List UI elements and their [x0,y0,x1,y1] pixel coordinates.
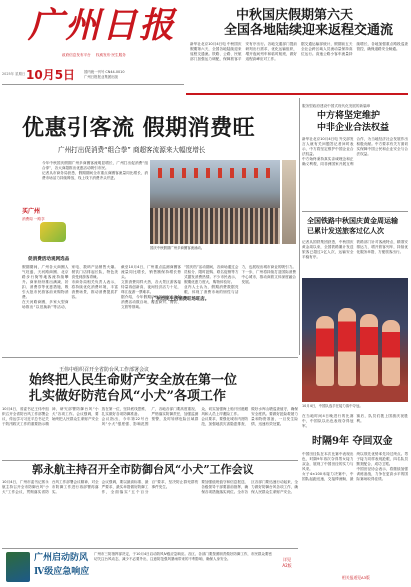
athlete-3 [360,314,378,386]
photo-crowd [150,208,280,244]
lead-body-3: 截至10月4日，广州重点监测商圈客流量同比增长，销售额保持增长势头。 文旅消费同样火热，各大景区游客接待量再创新高，夜间经济活力十足，珠江夜游一票难求。 据介绍，今年假期广州共组织各类促消费活动数百场，覆盖商贸、餐饮、文旅等领域。 [121,265,181,309]
right-story-body: 新华社北京10月4日电 外交部发言人就有关问题答记者问时表示，中方将坚定维护中国企业合法权益。 中方始终秉持真实亲诚理念和正确义利观，同非洲国家开展互利合作，为当地经济社会发展作出积极贡献。中方要求有关方面切实保障中国公民和企业安全与合法权益。 [302,137,408,166]
inset-caption: 广州市民生活消费旺场旺店。 [152,297,210,302]
banner-side [278,557,296,579]
top-headline-2: 全国各地陆续迎来返程交通流 [224,23,394,38]
lead-subhead: 广州打出促消费“组合拳” 商超客流源来大幅度增长 [58,146,206,154]
third-headline: 郭永航主持召开全市防御台风“小犬”工作会议 [32,463,254,476]
badge-title: 买广州 [22,208,41,215]
brand-line-1: 政府信息发布平台 [62,53,91,57]
second-headline-1: 始终把人民生命财产安全放在第一位 [29,373,238,388]
sub-story-title: 促消费活动观网选品 [28,257,70,262]
lead-photo-right [282,160,296,244]
athlete-2 [338,308,356,386]
lead-photo-caption: 国庆中秋假期广州多商圈客流涌动。 [150,246,205,250]
lead-body-4: “国庆档”活动期间，各商场通过会员积分、限时抢购、联名促销等方式激发消费热情。不少市民表示，假期优惠力度大，购物体验好。 业内人士认为，假期消费数据亮眼，体现了消费市场的韧性与活力，也展现出城市商业的吸引力。下一步，广州将持续打造国际消费中心城市，推动商旅文体深度融合发展。 [184,265,296,294]
issue-date: 10月5日 [26,68,76,82]
banner-body: 广州市三防指挥部决定，于10月4日启动防风Ⅳ级应急响应。各区、各部门要按照职责做好防御工作，市民群众要密切关注台风动态，减少不必要外出，注意防范强风暴雨带来的不利影响，确保人身安全。 [94,552,272,561]
right-story3-body-top: 在当地时间4日晚进行的比赛中，中国队以出色表现夺得冠军。 赛后，队员们披上国旗庆祝胜利。 [302,414,408,428]
banner-icon [6,552,30,582]
lead-photo [150,160,280,244]
right-story3-headline: 时隔9年 夺回双金 [312,436,393,447]
right-tagline: 相关报道见A3版 [342,575,370,580]
info-line-2: 广州日报报业集团出版 [84,74,118,79]
athlete-1 [316,316,334,386]
right-headline-1: 中方将坚定维护 [317,111,381,121]
second-headline-2: 扎实做好防范台风“小犬”各项工作 [29,389,226,404]
right-story2-headline-2: 已累计发送旅客过亿人次 [307,226,384,235]
date-small: 2025年 星期日 [2,72,26,76]
banner-title-1: 广州启动防风 [34,553,89,563]
right-story2-headline-1: 全国铁路中秋国庆黄金周运输 [307,216,398,225]
third-divider [2,460,298,461]
badge-line: 消费周 一路享 [22,217,45,221]
right-kicker: 服务型政府建设中国式现代化发展的新篇章 [302,104,371,108]
top-story-body: 新华社北京10月4日电 中秋国庆假期第六天，全国各地陆续迎来返程交通流。铁路、公路、民航部门加强运力调配，保障旅客平安有序出行。各地交通部门提前研判出行需求，优化运输组织，增开夜间列车和临时航班，做好返程高峰应对工作。 据交通运输部统计，假期前五天全社会跨区域人员流动量保持高位运行。高速公路小客车流量持续增长，各地加强重点路段巡查管控，确保道路安全畅通。 [190,42,408,61]
top-rule [186,93,408,95]
relay-photo [302,278,408,402]
info-line-1: 国内统一刊号 CN44-0010 [84,70,125,74]
footer-banner [2,548,298,586]
promo-badge [22,206,66,248]
track-surface [302,386,408,402]
banner-side-sub: A2版 [282,563,292,568]
right-divider-1 [302,211,408,212]
lead-column-divider [299,98,300,355]
lead-body-1: 今年中秋国庆假期广州多商圈客流明显增长，广州打出促消费“组合拳”，各大商超推出优惠活动吸引市民。 记者从市商务局获悉，假期期间全市重点商圈客流量同比增长，消费市场活力持续释放，线上线下消费齐头并进。 [42,161,148,180]
second-kicker: 王伟中组织召开全省防台风工作部署会议 [59,367,150,373]
top-headline-1: 中秋国庆假期第六天 [236,8,354,23]
mid-divider [2,357,298,358]
right-story2-body: 记者从国铁集团获悉，中秋国庆黄金周以来，全国铁路累计发送旅客已超过1亿人次，运输安全平稳有序。 铁路部门针对客流特点，精准安排运力，增开旅客列车，持续优化服务举措，方便旅客出行。 [302,240,408,259]
right-headline-2: 中非企业合法权益 [317,123,390,133]
photo-lanterns [158,168,272,178]
masthead-divider [2,84,184,85]
brand-slogan [62,53,126,58]
right-story3-body: 中国田径队在本次比赛中表现出色，时隔9年再次夺得男女接力双金，展现了中国田径的实力与风采。 女子4×100米接力决赛中，中国队起跑迅速，交接棒流畅，最终以领先优势率先冲过终点。男子接力同样表现抢眼，四名队员默契配合，成功卫冕。 中国田径协会表示，将继续加强训练备战，力争在更高水平的国际赛场取得佳绩。 [302,452,408,481]
third-story-body: 10月4日，广州市委书记郭永航主持召开全市防御台风“小犬”工作会议，贯彻落实省防台风工作部署会议精神，对全市防御工作进行再部署再落实。 会议强调，要以最高标准、最严要求、最实举措做好防御工作，全面落实“五个百分百”要求，坚决防止群死群伤事件发生。 要加强值班值守和信息报送，各级领导干部要靠前指挥，确保各项措施落实到位。全市各区各部门要迅速行动起来，全力做好防御台风各项工作，确保人民群众生命财产安全。 [2,480,298,494]
lead-body-2: 假期期间，广州各大商圈人气旺盛，天河路商圈、北京路步行街等地客流持续攀升。商家纷纷推出满减、折扣、消费券等优惠措施，吸引大批市民游客前来购物消费。 在天河路商圈，多家大型商场推出“以旧换新”等活动，家电、数码产品销售火爆。餐饮门店排起长队，特色美食受到游客青睐。 市商务局相关负责人表示，将持续优化消费环境，丰富消费场景，推动消费提质扩容。 [22,265,118,309]
athlete-4 [382,320,400,386]
badge-graphic [40,222,66,242]
relay-photo-caption: 10月4日，中国队选手在接力赛中夺冠。 [302,404,363,408]
banner-title-2: Ⅳ级应急响应 [34,567,90,577]
second-story-body: 10月4日，省委书记王伟中组织召开全省防台风工作部署会议，传达学习习近平总书记关于防汛救灾工作的重要指示精神，研究部署防御台风“小犬”各项工作。会议强调，要始终把人民群众生命财产安全放在第一位，坚持底线思维，扎实做好各项防御准备。 会议指出，今年第22号台风“小犬”强度强、影响范围广，各地各部门要高度重视，严格落实防御责任，加强监测预警，及时转移危险区域群众，切实加强海上船只回港避风和人员上岸避险工作。 会议要求，要强化城市内涝防范，加强地质灾害隐患排查，做好水库山塘巡查值守，确保安全度汛。要做好抢险救援力量和物资准备，一旦发生险情，迅速有效处置。 [2,407,298,426]
banner-side-label: 详见 [283,557,291,562]
masthead-logo: 广州日报 [28,5,177,46]
lead-headline: 优惠引客流 假期消费旺 [22,115,256,141]
masthead-info [84,70,179,79]
brand-line-2: 权威发布·民生服务 [95,53,126,57]
